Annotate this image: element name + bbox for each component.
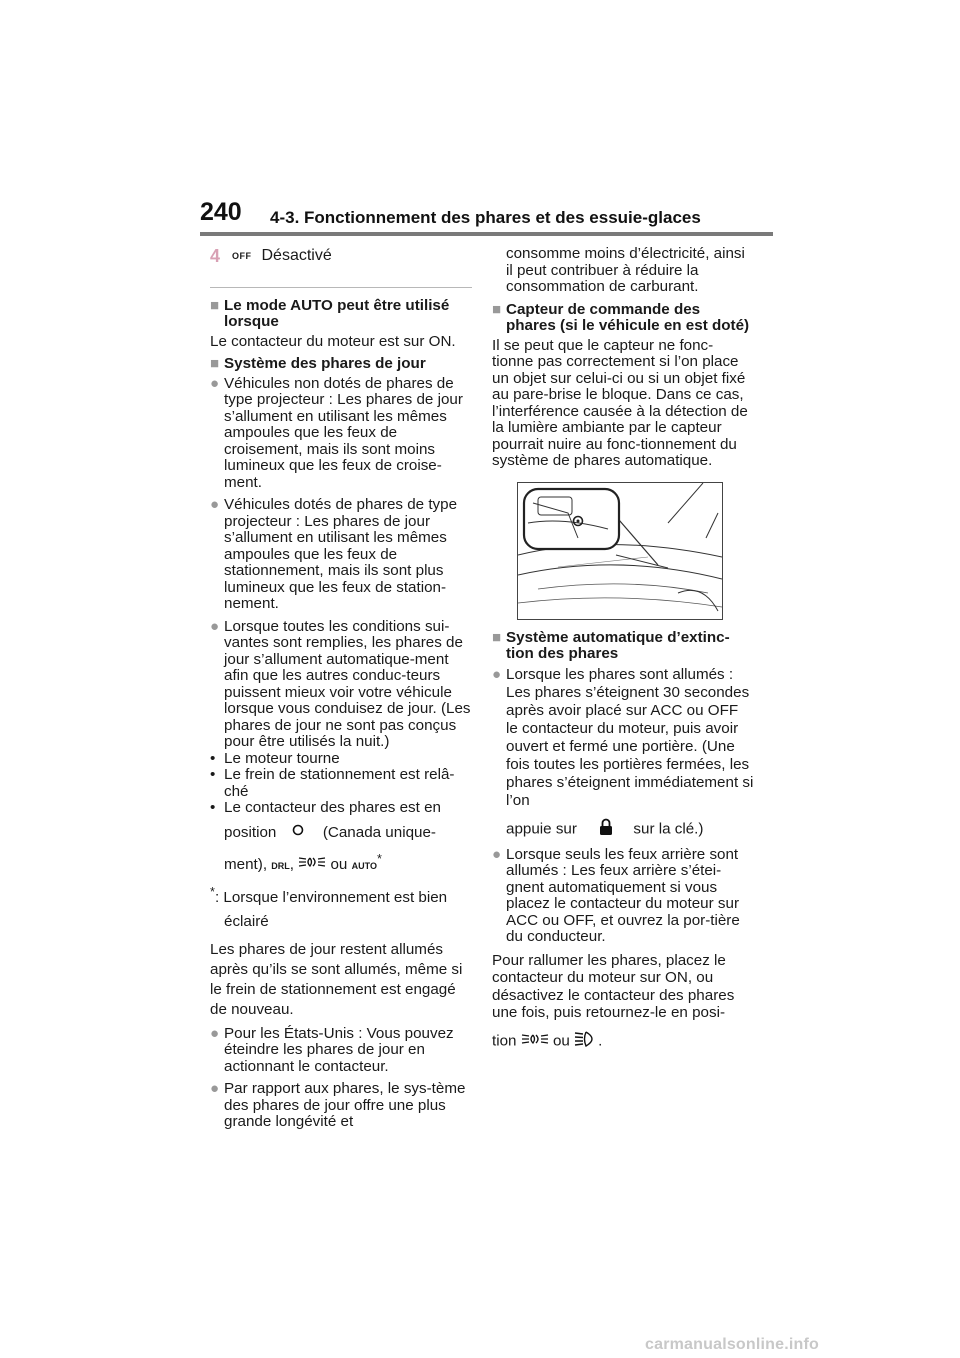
header-rule	[200, 232, 773, 236]
footnote: *: Lorsque l’environnement est bien	[210, 884, 448, 906]
sub-text: Le frein de stationnement est relâ-ché	[224, 766, 455, 800]
heading-sensor	[492, 302, 754, 335]
lock-icon	[599, 818, 613, 841]
small-light-icon	[291, 823, 305, 843]
heading-text: Système automatique d’extinc-tion des phares	[506, 628, 730, 662]
sub-item: • Le moteur tourne	[210, 749, 340, 767]
footnote-continued: éclairé	[224, 912, 269, 930]
off-icon: OFF	[232, 251, 252, 261]
watermark: carmanualsonline.info	[645, 1336, 820, 1353]
square-bullet-icon: ■	[492, 628, 502, 646]
circle-bullet-icon: ●	[492, 845, 502, 863]
heading-text: Système des phares de jour	[224, 355, 426, 372]
chapter-title: 4-3. Fonctionnement des phares et des essuie-glaces	[270, 208, 701, 227]
section-divider	[210, 287, 472, 288]
item-label: Désactivé	[261, 247, 332, 264]
circle-bullet-icon: ●	[492, 665, 502, 683]
low-beam-icon	[298, 855, 326, 875]
windshield-sensor-illustration	[518, 483, 722, 619]
sensor-location-figure	[517, 482, 723, 620]
heading-auto-off	[492, 630, 754, 663]
low-beam-icon	[521, 1032, 549, 1051]
sub-text: Le contacteur des phares est en	[224, 799, 441, 816]
heading-text: Capteur de commande des phares (si le véhicule en est doté)	[506, 300, 750, 334]
sub-item-continued: ment), DRL, ou AUTO*	[210, 849, 472, 876]
headlight-icon	[574, 1030, 598, 1053]
bullet-item	[492, 666, 754, 841]
item-number: 4	[210, 246, 221, 266]
paragraph: Les phares de jour restent allumés après qu’ils se sont allumés, même si le frein de stationnement est engagé de nouveau.	[210, 940, 463, 1018]
item-4	[210, 248, 472, 265]
bullet-item	[210, 1026, 472, 1076]
sub-item-continued: position (Canada unique-	[224, 823, 436, 841]
bullet-text: Par rapport aux phares, le sys-tème des phares de jour offre une plus grande longévité et	[224, 1080, 466, 1131]
circle-bullet-icon: ●	[210, 496, 220, 513]
circle-bullet-icon: ●	[210, 617, 220, 635]
bullet-text: Véhicules non dotés de phares de type projecteur : Les phares de jour s’allument en utilisant les mêmes ampoules que les feux de croisement, mais ils sont moins lumineux que les feux de croise-ment.	[224, 374, 463, 491]
square-bullet-icon: ■	[210, 296, 220, 314]
paragraph-continued: consomme moins d’électricité, ainsi il peut contribuer à réduire la consommation de carburant.	[506, 245, 745, 295]
heading-drl	[210, 356, 472, 373]
square-bullet-icon: ■	[210, 355, 220, 372]
circle-bullet-icon: ●	[210, 1080, 220, 1098]
bullet-text: Pour les États-Unis : Vous pouvez éteindre les phares de jour en actionnant le contacteur.	[224, 1024, 454, 1075]
page-number: 240	[200, 198, 242, 226]
paragraph: Le contacteur du moteur est sur ON.	[210, 332, 456, 350]
sub-item: • Le contacteur des phares est en	[210, 799, 441, 816]
bullet-text: Lorsque les phares sont allumés : Les phares s’éteignent 30 secondes après avoir placé sur ACC ou OFF le contacteur du moteur, puis avoir ouvert et fermé une portière. (Une fois toutes les portières fermées, les phares s’éteignent immédiatement si l’on appuie sur sur la clé.)	[506, 666, 754, 841]
heading-auto-mode	[210, 298, 472, 331]
drl-icon: DRL	[271, 860, 290, 871]
bullet-item	[210, 497, 472, 613]
circle-bullet-icon: ●	[210, 374, 220, 392]
auto-icon: AUTO	[351, 860, 377, 871]
right-column	[492, 246, 754, 1052]
paragraph: Il se peut que le capteur ne fonc-tionne pas correctement si l’on place un objet sur celui-ci ou si un objet fixé au pare-brise le bloque. Dans ce cas, l’interférence causée à la détection de la lumière ambiante par le capteur pourrait nuire au fonc-tionnement du système de phares automatique.	[492, 336, 748, 469]
sub-text: Le moteur tourne	[224, 749, 340, 767]
bullet-item	[210, 619, 472, 751]
bullet-item	[210, 376, 472, 492]
circle-bullet-icon: ●	[210, 1024, 220, 1042]
heading-text: Le mode AUTO peut être utilisé lorsque	[224, 296, 450, 330]
paragraph-end: tion ou .	[492, 1030, 754, 1053]
left-column	[210, 246, 472, 1137]
bullet-text: Lorsque seuls les feux arrière sont allumés : Les feux arrière s’étei-gnent automatiquement si vous placez le contacteur du moteur sur ACC ou OFF, et ouvrez la por-tière du conducteur.	[506, 845, 740, 945]
paragraph: Pour rallumer les phares, placez le contacteur du moteur sur ON, ou désactivez le contacteur des phares une fois, puis retournez-le en posi-	[492, 951, 735, 1021]
bullet-text: Véhicules dotés de phares de type projecteur : Les phares de jour s’allument en utilisant les mêmes ampoules que les feux de stationnement, mais ils sont plus lumineux que les feux de station-nement.	[224, 496, 458, 612]
bullet-item	[492, 847, 754, 946]
square-bullet-icon: ■	[492, 300, 502, 318]
sub-item: • Le frein de stationnement est relâ-ché	[210, 767, 472, 800]
bullet-text: Lorsque toutes les conditions sui-vantes sont remplies, les phares de jour s’allument automatique-ment afin que les autres conduc-teurs puissent mieux voir votre véhicule lorsque vous conduisez de jour. (Les phares de jour ne sont pas conçus pour être utilisés la nuit.)	[224, 617, 471, 750]
bullet-item	[210, 1081, 472, 1131]
